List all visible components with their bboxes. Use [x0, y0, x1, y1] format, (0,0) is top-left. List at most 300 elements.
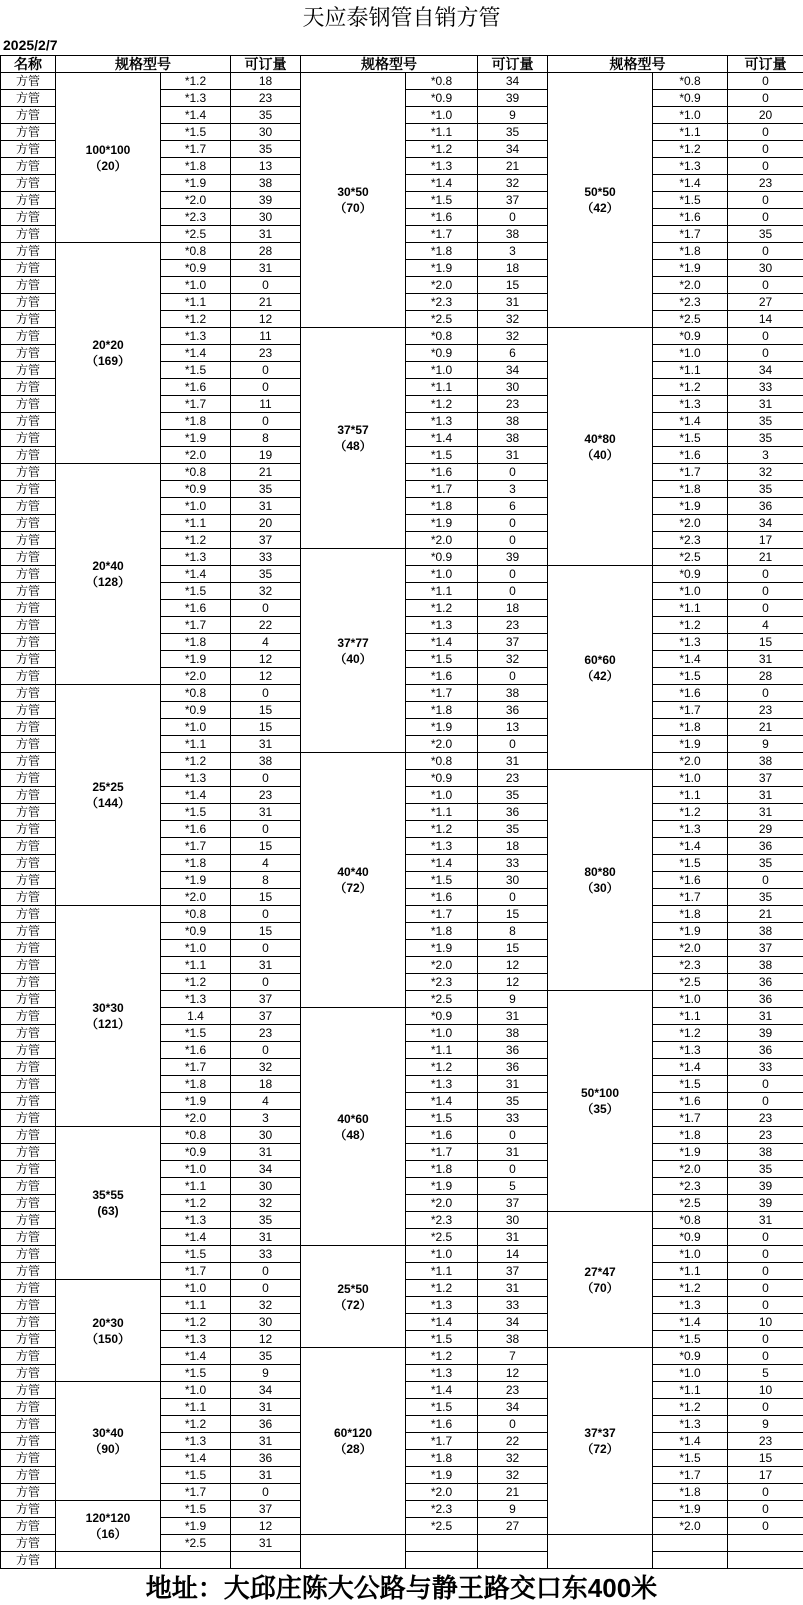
quantity-cell	[478, 1535, 548, 1552]
quantity-cell: 34	[231, 1161, 301, 1178]
product-name-cell: 方管	[1, 226, 56, 243]
thickness-cell: *1.3	[406, 838, 478, 855]
date-label: 2025/2/7	[3, 37, 58, 53]
quantity-cell: 31	[231, 498, 301, 515]
product-name-cell: 方管	[1, 1416, 56, 1433]
quantity-cell: 32	[478, 311, 548, 328]
size-spec-cell	[548, 566, 653, 770]
size-spec-cell	[56, 243, 161, 464]
size-label: 20*30	[92, 1315, 124, 1330]
quantity-cell: 38	[478, 413, 548, 430]
quantity-cell: 36	[728, 991, 803, 1008]
quantity-cell: 34	[478, 1399, 548, 1416]
quantity-cell: 23	[231, 787, 301, 804]
thickness-cell: *1.4	[161, 1450, 231, 1467]
product-name-cell: 方管	[1, 940, 56, 957]
thickness-cell: *1.2	[406, 600, 478, 617]
quantity-cell: 23	[231, 345, 301, 362]
thickness-cell	[406, 1535, 478, 1552]
thickness-cell: *1.1	[406, 1042, 478, 1059]
thickness-cell: *1.2	[653, 804, 728, 821]
thickness-cell: *1.6	[161, 600, 231, 617]
size-spec-cell	[548, 328, 653, 566]
size-count: （121）	[85, 1017, 131, 1031]
thickness-cell: *1.2	[161, 73, 231, 90]
thickness-cell: *1.9	[406, 940, 478, 957]
thickness-cell: *1.1	[653, 1263, 728, 1280]
quantity-cell: 32	[231, 1059, 301, 1076]
product-name-cell: 方管	[1, 362, 56, 379]
thickness-cell: *2.5	[406, 1229, 478, 1246]
thickness-cell: *1.3	[653, 158, 728, 175]
quantity-cell: 21	[478, 158, 548, 175]
size-spec-cell	[548, 1212, 653, 1348]
thickness-cell: *1.0	[653, 770, 728, 787]
size-count: （72）	[334, 881, 372, 895]
thickness-cell: *2.5	[161, 1535, 231, 1552]
thickness-cell: *0.9	[653, 90, 728, 107]
product-name-cell: 方管	[1, 481, 56, 498]
thickness-cell: *1.4	[406, 430, 478, 447]
quantity-cell: 37	[478, 192, 548, 209]
thickness-cell: *1.7	[161, 1484, 231, 1501]
quantity-cell: 0	[231, 821, 301, 838]
size-spec-cell	[548, 991, 653, 1212]
size-spec-cell	[301, 73, 406, 328]
quantity-cell: 38	[478, 1331, 548, 1348]
thickness-cell: *1.2	[653, 1280, 728, 1297]
quantity-cell: 36	[231, 1416, 301, 1433]
product-name-cell: 方管	[1, 634, 56, 651]
thickness-cell: *2.0	[406, 1195, 478, 1212]
product-name-cell: 方管	[1, 413, 56, 430]
thickness-cell: *1.6	[161, 1042, 231, 1059]
product-name-cell: 方管	[1, 1263, 56, 1280]
thickness-cell: *1.4	[406, 175, 478, 192]
thickness-cell: *1.2	[161, 1416, 231, 1433]
quantity-cell: 38	[231, 753, 301, 770]
thickness-cell: *1.1	[406, 804, 478, 821]
thickness-cell: *1.9	[653, 498, 728, 515]
page-title: 天应泰钢管自销方管	[302, 5, 501, 30]
quantity-cell: 33	[728, 379, 803, 396]
product-name-cell: 方管	[1, 872, 56, 889]
thickness-cell: *1.6	[406, 889, 478, 906]
product-name-cell: 方管	[1, 1314, 56, 1331]
thickness-cell: *1.0	[406, 1025, 478, 1042]
quantity-cell: 20	[231, 515, 301, 532]
quantity-cell: 17	[728, 1467, 803, 1484]
quantity-cell: 21	[231, 464, 301, 481]
thickness-cell: *1.7	[161, 1059, 231, 1076]
thickness-cell: *1.0	[653, 583, 728, 600]
size-spec-cell	[56, 1382, 161, 1501]
thickness-cell: *1.5	[406, 192, 478, 209]
product-name-cell: 方管	[1, 1178, 56, 1195]
thickness-cell: *2.3	[406, 294, 478, 311]
thickness-cell: *1.3	[653, 1297, 728, 1314]
thickness-cell: *1.3	[161, 1331, 231, 1348]
quantity-cell: 3	[231, 1110, 301, 1127]
quantity-cell: 10	[728, 1382, 803, 1399]
quantity-cell: 21	[728, 719, 803, 736]
size-spec-cell	[301, 1535, 406, 1569]
quantity-cell: 36	[728, 974, 803, 991]
thickness-cell: *2.0	[161, 889, 231, 906]
product-name-cell: 方管	[1, 1280, 56, 1297]
quantity-cell: 35	[231, 566, 301, 583]
thickness-cell: *2.0	[653, 753, 728, 770]
product-name-cell: 方管	[1, 821, 56, 838]
thickness-cell: *1.7	[406, 1144, 478, 1161]
quantity-cell: 0	[728, 1348, 803, 1365]
thickness-cell: *1.0	[406, 1246, 478, 1263]
quantity-cell: 0	[728, 1263, 803, 1280]
quantity-cell: 33	[231, 1246, 301, 1263]
thickness-cell: *1.5	[653, 1076, 728, 1093]
size-spec-cell	[301, 753, 406, 1008]
product-name-cell: 方管	[1, 923, 56, 940]
quantity-cell: 0	[478, 515, 548, 532]
thickness-cell: *1.2	[406, 1280, 478, 1297]
thickness-cell: *1.8	[161, 1076, 231, 1093]
quantity-cell: 34	[478, 1314, 548, 1331]
quantity-cell: 31	[231, 1433, 301, 1450]
quantity-cell: 15	[231, 923, 301, 940]
thickness-cell: *1.5	[653, 430, 728, 447]
quantity-cell: 27	[728, 294, 803, 311]
quantity-cell: 0	[728, 566, 803, 583]
thickness-cell: *1.5	[653, 192, 728, 209]
quantity-cell: 39	[478, 549, 548, 566]
thickness-cell: *0.9	[161, 702, 231, 719]
thickness-cell: *1.4	[161, 566, 231, 583]
quantity-cell: 34	[231, 1382, 301, 1399]
size-label: 25*25	[92, 780, 124, 794]
product-name-cell: 方管	[1, 430, 56, 447]
quantity-cell: 35	[231, 1348, 301, 1365]
size-spec-cell	[548, 770, 653, 991]
quantity-cell: 14	[728, 311, 803, 328]
quantity-cell: 0	[478, 209, 548, 226]
thickness-cell: *1.5	[653, 1331, 728, 1348]
thickness-cell: *1.6	[653, 872, 728, 889]
product-name-cell: 方管	[1, 328, 56, 345]
product-name-cell: 方管	[1, 141, 56, 158]
thickness-cell: *1.3	[406, 1297, 478, 1314]
quantity-cell: 0	[231, 1042, 301, 1059]
size-spec-cell	[301, 1348, 406, 1535]
thickness-cell: *1.0	[406, 566, 478, 583]
quantity-cell: 39	[478, 90, 548, 107]
quantity-cell: 0	[728, 1501, 803, 1518]
thickness-cell: *1.5	[653, 668, 728, 685]
thickness-cell: *1.6	[406, 1416, 478, 1433]
thickness-cell	[653, 1535, 728, 1552]
thickness-cell: *1.6	[653, 1093, 728, 1110]
quantity-cell: 34	[478, 362, 548, 379]
thickness-cell: *1.1	[653, 362, 728, 379]
thickness-cell: *1.8	[653, 243, 728, 260]
thickness-cell	[653, 1552, 728, 1569]
thickness-cell: *1.1	[161, 1399, 231, 1416]
quantity-cell: 0	[478, 668, 548, 685]
size-spec-cell	[548, 1348, 653, 1535]
quantity-cell: 35	[728, 889, 803, 906]
thickness-cell: *1.0	[653, 345, 728, 362]
quantity-cell: 6	[478, 498, 548, 515]
thickness-cell: *1.7	[406, 906, 478, 923]
product-name-cell: 方管	[1, 1348, 56, 1365]
thickness-cell: *1.3	[653, 634, 728, 651]
thickness-cell: *1.7	[653, 702, 728, 719]
thickness-cell: *1.2	[161, 1314, 231, 1331]
thickness-cell: *1.1	[161, 1178, 231, 1195]
size-label: 25*50	[337, 1281, 369, 1296]
product-name-cell: 方管	[1, 294, 56, 311]
quantity-cell: 18	[478, 600, 548, 617]
product-name-cell: 方管	[1, 1467, 56, 1484]
quantity-cell: 4	[231, 855, 301, 872]
product-name-cell: 方管	[1, 753, 56, 770]
thickness-cell: *1.4	[161, 1348, 231, 1365]
product-name-cell: 方管	[1, 464, 56, 481]
size-spec-cell	[301, 1246, 406, 1348]
thickness-cell: *2.0	[406, 736, 478, 753]
quantity-cell: 31	[231, 1399, 301, 1416]
header-row	[1, 56, 803, 73]
product-name-cell: 方管	[1, 1161, 56, 1178]
quantity-cell: 0	[728, 243, 803, 260]
thickness-cell: *1.3	[653, 821, 728, 838]
thickness-cell: *2.3	[653, 1178, 728, 1195]
quantity-cell: 21	[728, 906, 803, 923]
thickness-cell: *1.8	[406, 923, 478, 940]
thickness-cell: *1.2	[161, 753, 231, 770]
quantity-cell: 12	[478, 1365, 548, 1382]
thickness-cell: *1.9	[406, 260, 478, 277]
thickness-cell: *1.1	[406, 379, 478, 396]
thickness-cell: *2.0	[161, 1110, 231, 1127]
thickness-cell: *2.5	[653, 311, 728, 328]
quantity-cell: 37	[478, 1263, 548, 1280]
product-name-cell: 方管	[1, 1433, 56, 1450]
thickness-cell: *2.5	[653, 974, 728, 991]
product-name-cell: 方管	[1, 1093, 56, 1110]
quantity-cell: 15	[231, 838, 301, 855]
size-label: 27*47	[584, 1264, 616, 1279]
quantity-cell: 9	[478, 107, 548, 124]
quantity-cell: 0	[231, 906, 301, 923]
product-name-cell: 方管	[1, 974, 56, 991]
quantity-cell: 12	[231, 311, 301, 328]
thickness-cell: *1.1	[653, 124, 728, 141]
quantity-cell: 39	[728, 1195, 803, 1212]
quantity-cell: 31	[231, 1467, 301, 1484]
quantity-cell: 4	[231, 1093, 301, 1110]
product-name-cell: 方管	[1, 90, 56, 107]
quantity-cell: 15	[478, 940, 548, 957]
quantity-cell: 37	[728, 940, 803, 957]
size-spec-cell	[56, 685, 161, 906]
size-count: （35）	[581, 1102, 619, 1116]
thickness-cell: *2.0	[406, 957, 478, 974]
size-count: （70）	[334, 201, 372, 215]
thickness-cell: *2.3	[406, 974, 478, 991]
thickness-cell: *1.4	[161, 787, 231, 804]
thickness-cell: *1.9	[653, 260, 728, 277]
quantity-cell: 0	[728, 345, 803, 362]
quantity-cell: 22	[231, 617, 301, 634]
thickness-cell: *1.7	[406, 481, 478, 498]
thickness-cell: *2.0	[653, 940, 728, 957]
thickness-cell: *1.7	[406, 226, 478, 243]
product-name-cell: 方管	[1, 209, 56, 226]
quantity-cell: 28	[231, 243, 301, 260]
quantity-cell: 5	[728, 1365, 803, 1382]
size-label: 30*30	[92, 1001, 124, 1015]
quantity-cell: 31	[231, 1535, 301, 1552]
quantity-cell: 10	[728, 1314, 803, 1331]
quantity-cell: 32	[478, 328, 548, 345]
product-name-cell: 方管	[1, 1110, 56, 1127]
product-name-cell: 方管	[1, 787, 56, 804]
thickness-cell: *1.1	[406, 583, 478, 600]
quantity-cell: 32	[231, 583, 301, 600]
product-name-cell: 方管	[1, 583, 56, 600]
thickness-cell: *1.9	[161, 175, 231, 192]
quantity-cell: 0	[728, 872, 803, 889]
quantity-cell: 0	[231, 1484, 301, 1501]
thickness-cell: *0.8	[653, 73, 728, 90]
thickness-cell: *1.1	[161, 957, 231, 974]
size-count: （90）	[89, 1442, 127, 1456]
quantity-cell: 0	[231, 1263, 301, 1280]
quantity-cell: 15	[478, 277, 548, 294]
thickness-cell: *1.6	[406, 1127, 478, 1144]
size-count: （48）	[334, 1127, 372, 1142]
product-name-cell: 方管	[1, 311, 56, 328]
thickness-cell: *1.5	[161, 124, 231, 141]
quantity-cell: 0	[728, 158, 803, 175]
quantity-cell: 23	[728, 1433, 803, 1450]
size-spec-cell	[301, 1008, 406, 1246]
size-count: （48）	[334, 439, 372, 453]
quantity-cell: 35	[231, 107, 301, 124]
thickness-cell: *1.9	[406, 515, 478, 532]
product-name-cell: 方管	[1, 1246, 56, 1263]
quantity-cell: 23	[231, 90, 301, 107]
thickness-cell: *1.8	[406, 702, 478, 719]
size-label: 40*80	[584, 431, 616, 446]
quantity-cell: 0	[231, 685, 301, 702]
product-name-cell: 方管	[1, 1042, 56, 1059]
product-name-cell: 方管	[1, 957, 56, 974]
quantity-cell: 31	[231, 1229, 301, 1246]
quantity-cell: 21	[728, 549, 803, 566]
quantity-cell: 34	[728, 362, 803, 379]
thickness-cell: *1.9	[406, 719, 478, 736]
size-label: 100*100	[85, 142, 131, 157]
quantity-cell: 36	[231, 1450, 301, 1467]
quantity-cell	[478, 1552, 548, 1569]
quantity-cell: 0	[728, 1076, 803, 1093]
quantity-cell: 0	[728, 1518, 803, 1535]
thickness-cell: *1.1	[161, 1297, 231, 1314]
quantity-cell: 15	[478, 906, 548, 923]
thickness-cell: *1.9	[161, 430, 231, 447]
product-name-cell: 方管	[1, 600, 56, 617]
thickness-cell: *1.3	[406, 158, 478, 175]
product-name-cell: 方管	[1, 277, 56, 294]
product-name-cell: 方管	[1, 685, 56, 702]
quantity-cell: 9	[231, 1365, 301, 1382]
size-spec-cell	[56, 1280, 161, 1382]
quantity-cell: 32	[478, 175, 548, 192]
quantity-cell: 0	[728, 1229, 803, 1246]
thickness-cell: *1.1	[161, 515, 231, 532]
size-count: （42）	[581, 201, 619, 215]
quantity-cell: 30	[478, 379, 548, 396]
thickness-cell: *1.5	[161, 1246, 231, 1263]
quantity-cell: 31	[728, 787, 803, 804]
quantity-cell: 38	[478, 226, 548, 243]
quantity-cell: 0	[478, 736, 548, 753]
size-spec-cell	[56, 464, 161, 685]
quantity-cell: 38	[728, 1144, 803, 1161]
thickness-cell: *1.5	[406, 872, 478, 889]
product-name-cell: 方管	[1, 1212, 56, 1229]
thickness-cell: *1.3	[653, 1416, 728, 1433]
thickness-cell: *0.8	[161, 464, 231, 481]
thickness-cell: *1.4	[653, 1059, 728, 1076]
quantity-cell: 0	[728, 600, 803, 617]
thickness-cell: *0.9	[653, 566, 728, 583]
quantity-cell: 0	[728, 277, 803, 294]
size-spec-cell	[56, 1501, 161, 1552]
size-label: 40*60	[337, 1111, 369, 1126]
quantity-cell: 32	[231, 1195, 301, 1212]
quantity-cell: 33	[478, 1110, 548, 1127]
quantity-cell: 33	[478, 1297, 548, 1314]
size-label: 50*50	[584, 185, 616, 199]
quantity-cell: 0	[478, 1127, 548, 1144]
size-label: 80*80	[584, 865, 616, 879]
thickness-cell: *2.0	[406, 1484, 478, 1501]
thickness-cell: *1.5	[406, 651, 478, 668]
quantity-cell: 0	[728, 209, 803, 226]
quantity-cell: 0	[728, 90, 803, 107]
thickness-cell: *1.4	[653, 175, 728, 192]
thickness-cell: *1.4	[653, 413, 728, 430]
size-count: （16）	[89, 1527, 127, 1541]
quantity-cell: 35	[478, 787, 548, 804]
thickness-cell: *2.0	[161, 192, 231, 209]
quantity-cell: 31	[231, 957, 301, 974]
quantity-cell: 38	[478, 1025, 548, 1042]
thickness-cell: *1.0	[406, 787, 478, 804]
quantity-cell: 31	[231, 804, 301, 821]
quantity-cell: 8	[478, 923, 548, 940]
thickness-cell: *1.2	[406, 396, 478, 413]
thickness-cell: *1.7	[161, 1263, 231, 1280]
size-label: 37*37	[584, 1426, 616, 1440]
size-count: （20）	[89, 158, 127, 173]
quantity-cell: 37	[231, 532, 301, 549]
quantity-cell: 35	[728, 413, 803, 430]
quantity-cell: 27	[478, 1518, 548, 1535]
quantity-cell: 0	[728, 1093, 803, 1110]
